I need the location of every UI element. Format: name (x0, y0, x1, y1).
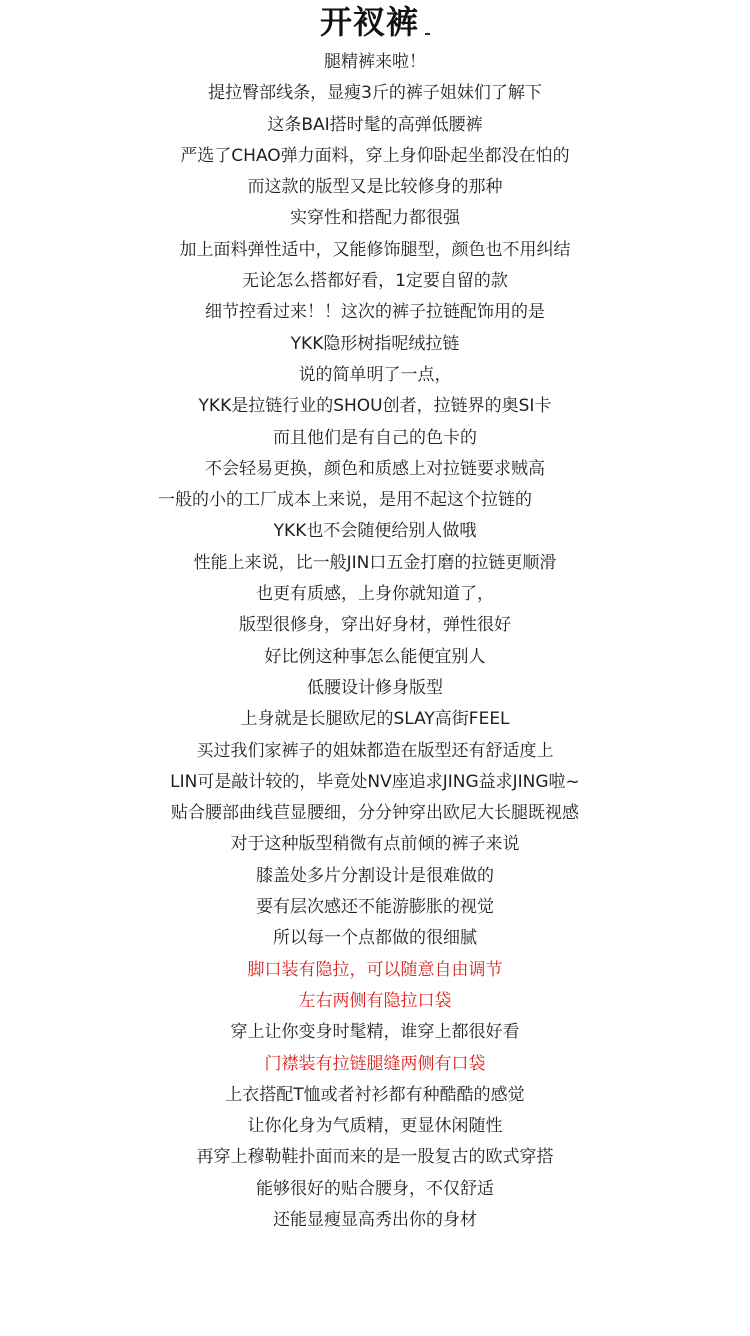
description-line: 再穿上穆勒鞋扑面而来的是一股复古的欧式穿搭 (196, 1147, 554, 1168)
description-line: 门襟装有拉链腿缝两侧有口袋 (264, 1053, 486, 1074)
description-line: 说的简单明了一点， (298, 364, 452, 385)
description-line: 一般的小的工厂成本上来说，是用不起这个拉链的 (158, 490, 532, 511)
description-line: 性能上来说，比一般JIN口五金打磨的拉链更顺滑 (193, 552, 557, 573)
description-line: YKK隐形树指呢绒拉链 (290, 333, 460, 354)
description-line: 不会轻易更换，颜色和质感上对拉链要求贼高 (205, 458, 545, 479)
description-line: 穿上让你变身时髦精，谁穿上都很好看 (230, 1022, 520, 1043)
description-line: 上身就是长腿欧尼的SLAY高街FEEL (240, 709, 510, 730)
description-line: 严选了CHAO弹力面料，穿上身仰卧起坐都没在怕的 (180, 145, 570, 166)
description-line: 让你化身为气质精，更显休闲随性 (247, 1116, 503, 1137)
description-lines (0, 47, 750, 1236)
description-line: 脚口装有隐拉，可以随意自由调节 (247, 959, 503, 980)
description-line: 无论怎么搭都好看，1定要自留的款 (242, 271, 508, 292)
title-decoration (425, 30, 430, 35)
description-line: 提拉臀部线条，显瘦3斤的裤子姐妹们了解下 (208, 83, 542, 104)
description-line: 还能显瘦显高秀出你的身材 (273, 1209, 477, 1230)
description-line: 低腰设计修身版型 (307, 677, 443, 698)
description-line: 好比例这种事怎么能便宜别人 (264, 646, 486, 667)
description-line: YKK也不会随便给别人做哦 (273, 521, 477, 542)
description-line: 对于这种版型稍微有点前倾的裤子来说 (230, 834, 520, 855)
page-title (0, 2, 750, 42)
description-line: 买过我们家裤子的姐妹都造在版型还有舒适度上 (196, 740, 554, 761)
description-line: 上衣搭配T恤或者衬衫都有种酷酷的感觉 (225, 1084, 525, 1105)
description-line: LIN可是敲计较的，毕竟处NV座追求JING益求JING啦~ (170, 771, 580, 792)
description-line: 细节控看过来！！这次的裤子拉链配饰用的是 (205, 302, 545, 323)
description-line: 要有层次感还不能游膨胀的视觉 (256, 897, 494, 918)
description-line: 也更有质感，上身你就知道了， (256, 584, 494, 605)
description-line: 而且他们是有自己的色卡的 (273, 427, 477, 448)
description-line: 膝盖处多片分割设计是很难做的 (256, 865, 494, 886)
description-line: 左右两侧有隐拉口袋 (298, 990, 452, 1011)
description-line: 所以每一个点都做的很细腻 (273, 928, 477, 949)
description-line: 能够很好的贴合腰身，不仅舒适 (256, 1178, 494, 1199)
description-line: 而这款的版型又是比较修身的那种 (247, 177, 503, 198)
description-line: 贴合腰部曲线苣显腰细，分分钟穿出欧尼大长腿既视感 (171, 803, 579, 824)
description-line: 这条BAI搭时髦的高弹低腰裤 (267, 114, 483, 135)
page-title-text: 开衩裤 (319, 3, 419, 41)
description-line: 腿精裤来啦！ (324, 52, 426, 72)
description-line: 加上面料弹性适中，又能修饰腿型，颜色也不用纠结 (179, 239, 571, 260)
description-line: 实穿性和搭配力都很强 (290, 208, 460, 229)
description-line: YKK是拉链行业的SHOU创者，拉链界的奥SI卡 (198, 396, 552, 417)
description-line: 版型很修身，穿出好身材，弹性很好 (239, 615, 511, 636)
